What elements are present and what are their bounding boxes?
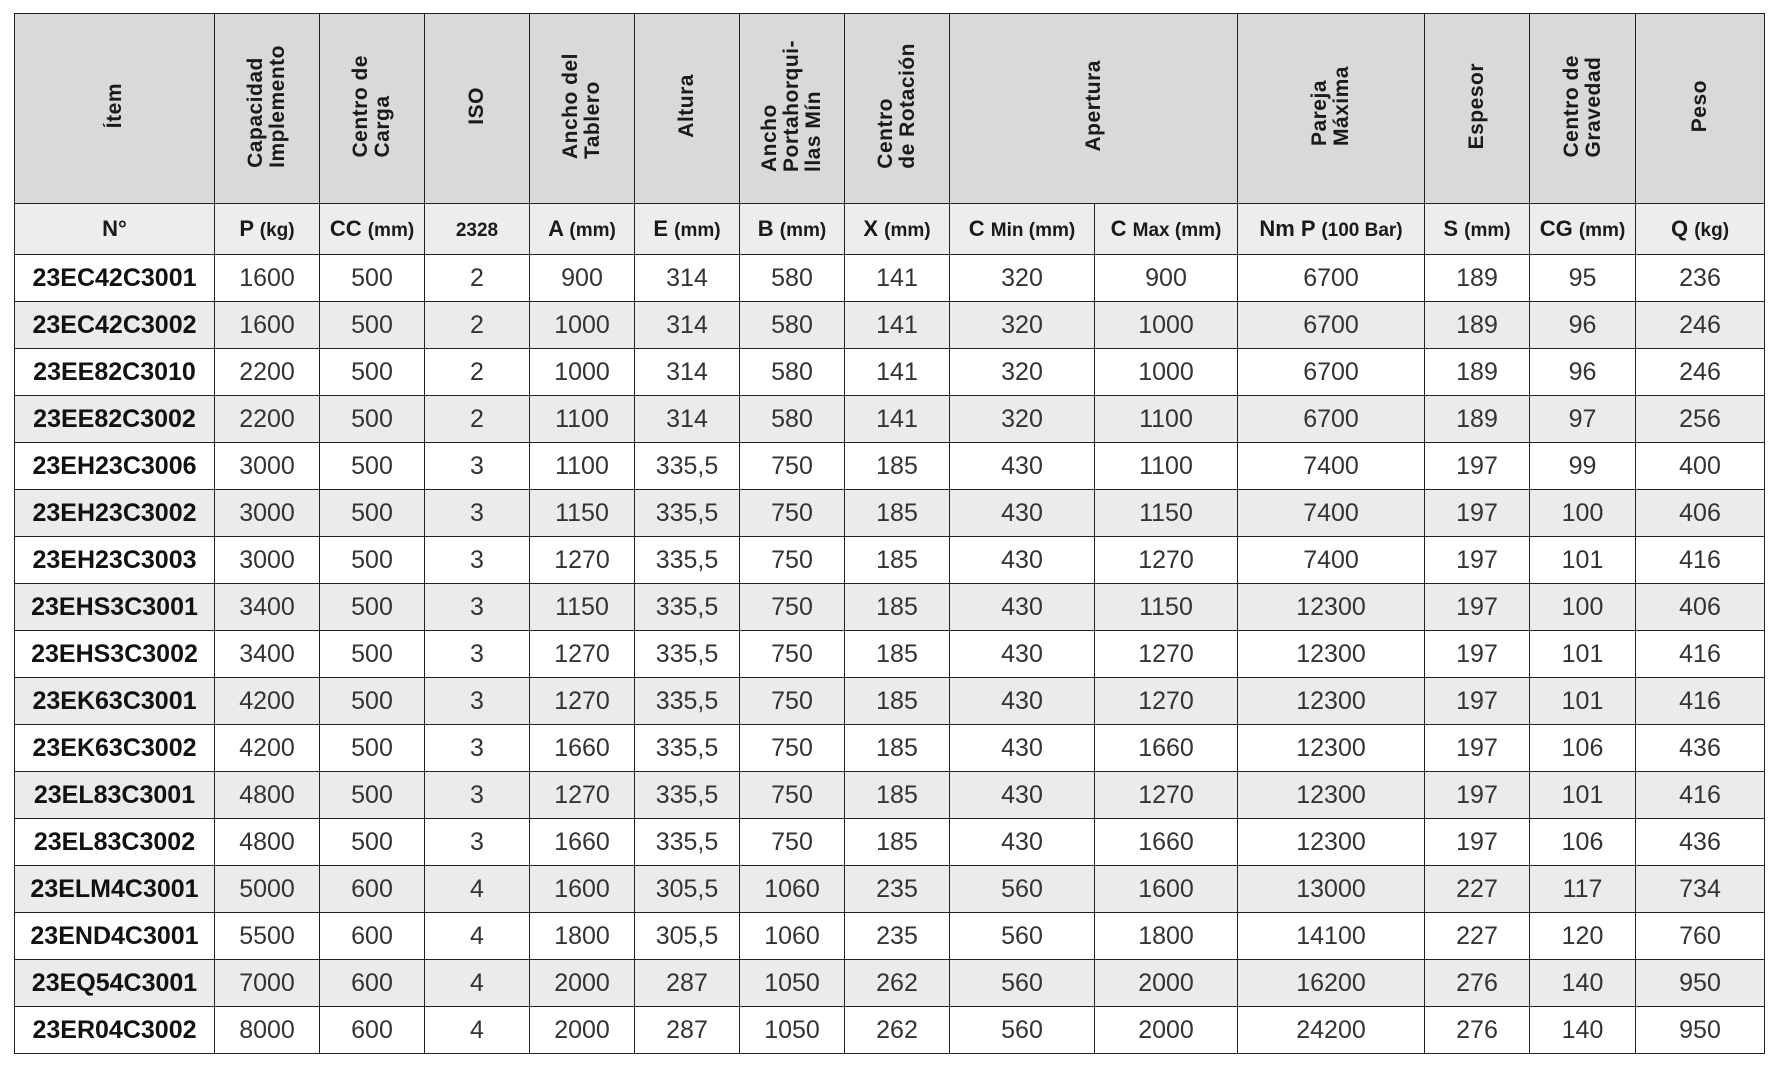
cell-plate-width: 1100 [530, 443, 635, 490]
cell-plate-width: 2000 [530, 1007, 635, 1054]
table-row [15, 584, 1765, 631]
cell-load-center: 600 [320, 960, 425, 1007]
cell-weight: 416 [1636, 537, 1765, 584]
cell-torque: 14100 [1238, 913, 1425, 960]
cell-gravity-center: 101 [1530, 772, 1636, 819]
cell-load-center: 500 [320, 819, 425, 866]
cell-height: 287 [635, 960, 740, 1007]
cell-thickness: 197 [1425, 819, 1530, 866]
cell-item: 23EHS3C3001 [15, 584, 215, 631]
unit-height: E (mm) [635, 204, 740, 255]
cell-height: 335,5 [635, 772, 740, 819]
table-row [15, 537, 1765, 584]
cell-thickness: 197 [1425, 631, 1530, 678]
cell-item: 23EH23C3002 [15, 490, 215, 537]
cell-height: 335,5 [635, 725, 740, 772]
cell-iso: 4 [425, 960, 530, 1007]
cell-weight: 406 [1636, 584, 1765, 631]
cell-plate-width: 1270 [530, 537, 635, 584]
cell-height: 287 [635, 1007, 740, 1054]
cell-torque: 24200 [1238, 1007, 1425, 1054]
cell-capacity: 5500 [215, 913, 320, 960]
cell-cmin: 430 [950, 725, 1095, 772]
cell-gravity-center: 101 [1530, 678, 1636, 725]
cell-carriage-width: 1060 [740, 913, 845, 960]
cell-capacity: 3000 [215, 443, 320, 490]
cell-rotation-center: 141 [845, 396, 950, 443]
cell-iso: 2 [425, 349, 530, 396]
cell-plate-width: 1000 [530, 349, 635, 396]
cell-thickness: 189 [1425, 302, 1530, 349]
col-header-thickness: Espesor [1425, 14, 1530, 204]
cell-capacity: 2200 [215, 349, 320, 396]
col-header-weight: Peso [1636, 14, 1765, 204]
cell-plate-width: 1270 [530, 631, 635, 678]
cell-weight: 416 [1636, 678, 1765, 725]
cell-cmax: 1270 [1095, 772, 1238, 819]
cell-gravity-center: 96 [1530, 349, 1636, 396]
cell-item: 23EH23C3006 [15, 443, 215, 490]
cell-thickness: 197 [1425, 678, 1530, 725]
cell-weight: 734 [1636, 866, 1765, 913]
unit-load-center: CC (mm) [320, 204, 425, 255]
cell-load-center: 500 [320, 537, 425, 584]
table-row [15, 725, 1765, 772]
cell-torque: 6700 [1238, 302, 1425, 349]
cell-iso: 2 [425, 255, 530, 302]
unit-carriage-width: B (mm) [740, 204, 845, 255]
cell-carriage-width: 750 [740, 819, 845, 866]
cell-cmin: 560 [950, 866, 1095, 913]
cell-plate-width: 1150 [530, 584, 635, 631]
cell-torque: 7400 [1238, 443, 1425, 490]
table-row [15, 819, 1765, 866]
cell-rotation-center: 185 [845, 725, 950, 772]
table-row [15, 1007, 1765, 1054]
cell-load-center: 500 [320, 678, 425, 725]
cell-item: 23ER04C3002 [15, 1007, 215, 1054]
cell-cmax: 2000 [1095, 960, 1238, 1007]
cell-load-center: 500 [320, 443, 425, 490]
cell-weight: 416 [1636, 772, 1765, 819]
cell-item: 23EE82C3010 [15, 349, 215, 396]
cell-item: 23EC42C3002 [15, 302, 215, 349]
cell-plate-width: 1000 [530, 302, 635, 349]
cell-thickness: 276 [1425, 960, 1530, 1007]
table-row [15, 396, 1765, 443]
cell-thickness: 189 [1425, 396, 1530, 443]
cell-cmin: 560 [950, 960, 1095, 1007]
table-row [15, 913, 1765, 960]
cell-rotation-center: 185 [845, 678, 950, 725]
cell-gravity-center: 96 [1530, 302, 1636, 349]
cell-item: 23EL83C3002 [15, 819, 215, 866]
cell-capacity: 1600 [215, 302, 320, 349]
cell-gravity-center: 99 [1530, 443, 1636, 490]
cell-load-center: 500 [320, 255, 425, 302]
cell-carriage-width: 1060 [740, 866, 845, 913]
table-row [15, 349, 1765, 396]
cell-capacity: 4200 [215, 678, 320, 725]
cell-rotation-center: 185 [845, 631, 950, 678]
cell-iso: 2 [425, 396, 530, 443]
cell-cmin: 560 [950, 1007, 1095, 1054]
cell-height: 305,5 [635, 913, 740, 960]
cell-thickness: 197 [1425, 772, 1530, 819]
cell-torque: 12300 [1238, 772, 1425, 819]
cell-weight: 256 [1636, 396, 1765, 443]
cell-height: 314 [635, 302, 740, 349]
cell-thickness: 197 [1425, 584, 1530, 631]
cell-torque: 7400 [1238, 490, 1425, 537]
unit-capacity: P (kg) [215, 204, 320, 255]
cell-iso: 3 [425, 490, 530, 537]
cell-cmin: 430 [950, 490, 1095, 537]
cell-cmin: 430 [950, 537, 1095, 584]
cell-load-center: 500 [320, 490, 425, 537]
cell-gravity-center: 100 [1530, 584, 1636, 631]
cell-weight: 416 [1636, 631, 1765, 678]
cell-torque: 6700 [1238, 396, 1425, 443]
col-header-height: Altura [635, 14, 740, 204]
cell-torque: 12300 [1238, 631, 1425, 678]
unit-plate-width: A (mm) [530, 204, 635, 255]
cell-rotation-center: 185 [845, 443, 950, 490]
cell-rotation-center: 185 [845, 584, 950, 631]
unit-rotation-center: X (mm) [845, 204, 950, 255]
cell-thickness: 227 [1425, 866, 1530, 913]
col-header-gravity-center: Centro de Gravedad [1530, 14, 1636, 204]
cell-cmin: 430 [950, 584, 1095, 631]
cell-rotation-center: 235 [845, 866, 950, 913]
cell-cmin: 430 [950, 678, 1095, 725]
cell-height: 314 [635, 349, 740, 396]
cell-plate-width: 2000 [530, 960, 635, 1007]
unit-cmax: C Max (mm) [1095, 204, 1238, 255]
cell-iso: 3 [425, 537, 530, 584]
cell-load-center: 600 [320, 1007, 425, 1054]
cell-thickness: 227 [1425, 913, 1530, 960]
cell-carriage-width: 750 [740, 725, 845, 772]
cell-cmin: 430 [950, 819, 1095, 866]
cell-cmin: 430 [950, 631, 1095, 678]
cell-cmax: 1150 [1095, 584, 1238, 631]
cell-carriage-width: 750 [740, 678, 845, 725]
cell-carriage-width: 580 [740, 349, 845, 396]
cell-plate-width: 1600 [530, 866, 635, 913]
cell-capacity: 7000 [215, 960, 320, 1007]
cell-load-center: 600 [320, 913, 425, 960]
cell-iso: 3 [425, 443, 530, 490]
table-row [15, 255, 1765, 302]
cell-item: 23END4C3001 [15, 913, 215, 960]
cell-rotation-center: 185 [845, 772, 950, 819]
cell-cmax: 1270 [1095, 631, 1238, 678]
table-row [15, 960, 1765, 1007]
col-header-iso: ISO [425, 14, 530, 204]
cell-plate-width: 900 [530, 255, 635, 302]
cell-weight: 246 [1636, 349, 1765, 396]
cell-capacity: 4800 [215, 819, 320, 866]
cell-cmin: 430 [950, 772, 1095, 819]
cell-plate-width: 1150 [530, 490, 635, 537]
cell-load-center: 500 [320, 349, 425, 396]
cell-gravity-center: 95 [1530, 255, 1636, 302]
cell-weight: 760 [1636, 913, 1765, 960]
cell-load-center: 500 [320, 302, 425, 349]
cell-carriage-width: 580 [740, 396, 845, 443]
cell-rotation-center: 185 [845, 819, 950, 866]
cell-load-center: 500 [320, 725, 425, 772]
spec-table [14, 13, 1765, 1054]
cell-carriage-width: 750 [740, 631, 845, 678]
cell-iso: 4 [425, 913, 530, 960]
cell-rotation-center: 141 [845, 255, 950, 302]
cell-cmax: 1660 [1095, 819, 1238, 866]
cell-carriage-width: 750 [740, 443, 845, 490]
col-header-capacity: Capacidad Implemento [215, 14, 320, 204]
cell-capacity: 5000 [215, 866, 320, 913]
cell-gravity-center: 106 [1530, 725, 1636, 772]
cell-thickness: 189 [1425, 349, 1530, 396]
cell-cmax: 1660 [1095, 725, 1238, 772]
table-body [15, 255, 1765, 1054]
cell-height: 314 [635, 255, 740, 302]
cell-cmax: 1100 [1095, 396, 1238, 443]
cell-weight: 406 [1636, 490, 1765, 537]
cell-gravity-center: 120 [1530, 913, 1636, 960]
cell-item: 23EK63C3001 [15, 678, 215, 725]
cell-cmax: 1150 [1095, 490, 1238, 537]
cell-gravity-center: 140 [1530, 1007, 1636, 1054]
cell-capacity: 2200 [215, 396, 320, 443]
unit-thickness: S (mm) [1425, 204, 1530, 255]
cell-rotation-center: 185 [845, 537, 950, 584]
cell-capacity: 8000 [215, 1007, 320, 1054]
cell-height: 305,5 [635, 866, 740, 913]
cell-gravity-center: 140 [1530, 960, 1636, 1007]
cell-rotation-center: 185 [845, 490, 950, 537]
cell-height: 335,5 [635, 678, 740, 725]
cell-iso: 2 [425, 302, 530, 349]
cell-load-center: 500 [320, 584, 425, 631]
table-row [15, 866, 1765, 913]
cell-weight: 236 [1636, 255, 1765, 302]
cell-carriage-width: 750 [740, 584, 845, 631]
cell-cmax: 1100 [1095, 443, 1238, 490]
cell-carriage-width: 1050 [740, 1007, 845, 1054]
cell-torque: 16200 [1238, 960, 1425, 1007]
table-row [15, 443, 1765, 490]
cell-height: 335,5 [635, 537, 740, 584]
cell-iso: 3 [425, 678, 530, 725]
cell-thickness: 189 [1425, 255, 1530, 302]
cell-capacity: 4200 [215, 725, 320, 772]
cell-torque: 6700 [1238, 255, 1425, 302]
cell-item: 23EL83C3001 [15, 772, 215, 819]
cell-carriage-width: 750 [740, 772, 845, 819]
cell-plate-width: 1800 [530, 913, 635, 960]
cell-capacity: 4800 [215, 772, 320, 819]
cell-weight: 436 [1636, 819, 1765, 866]
cell-cmax: 900 [1095, 255, 1238, 302]
table-row [15, 302, 1765, 349]
cell-weight: 950 [1636, 1007, 1765, 1054]
cell-capacity: 3400 [215, 631, 320, 678]
cell-gravity-center: 97 [1530, 396, 1636, 443]
cell-height: 314 [635, 396, 740, 443]
cell-torque: 12300 [1238, 584, 1425, 631]
cell-iso: 4 [425, 866, 530, 913]
cell-plate-width: 1100 [530, 396, 635, 443]
cell-height: 335,5 [635, 631, 740, 678]
cell-thickness: 276 [1425, 1007, 1530, 1054]
cell-load-center: 500 [320, 396, 425, 443]
col-header-carriage-width: Ancho Portahorqui- llas Mín [740, 14, 845, 204]
col-header-plate-width: Ancho del Tablero [530, 14, 635, 204]
cell-weight: 950 [1636, 960, 1765, 1007]
cell-capacity: 3400 [215, 584, 320, 631]
cell-rotation-center: 235 [845, 913, 950, 960]
cell-height: 335,5 [635, 584, 740, 631]
cell-rotation-center: 262 [845, 960, 950, 1007]
cell-load-center: 600 [320, 866, 425, 913]
cell-item: 23EHS3C3002 [15, 631, 215, 678]
cell-load-center: 500 [320, 772, 425, 819]
cell-cmax: 2000 [1095, 1007, 1238, 1054]
unit-item: N° [15, 204, 215, 255]
cell-thickness: 197 [1425, 443, 1530, 490]
col-header-rotation-center: Centro de Rotación [845, 14, 950, 204]
cell-gravity-center: 117 [1530, 866, 1636, 913]
unit-cmin: C Min (mm) [950, 204, 1095, 255]
cell-weight: 246 [1636, 302, 1765, 349]
cell-cmax: 1270 [1095, 678, 1238, 725]
cell-carriage-width: 750 [740, 490, 845, 537]
cell-cmax: 1000 [1095, 302, 1238, 349]
cell-cmin: 320 [950, 396, 1095, 443]
cell-iso: 3 [425, 772, 530, 819]
cell-weight: 400 [1636, 443, 1765, 490]
cell-cmin: 320 [950, 349, 1095, 396]
table-row [15, 631, 1765, 678]
cell-torque: 12300 [1238, 678, 1425, 725]
cell-weight: 436 [1636, 725, 1765, 772]
cell-height: 335,5 [635, 819, 740, 866]
cell-iso: 3 [425, 631, 530, 678]
table-row [15, 678, 1765, 725]
cell-load-center: 500 [320, 631, 425, 678]
cell-gravity-center: 106 [1530, 819, 1636, 866]
cell-height: 335,5 [635, 443, 740, 490]
unit-weight: Q (kg) [1636, 204, 1765, 255]
cell-iso: 3 [425, 584, 530, 631]
unit-torque: Nm P (100 Bar) [1238, 204, 1425, 255]
cell-iso: 3 [425, 725, 530, 772]
cell-rotation-center: 262 [845, 1007, 950, 1054]
unit-iso: 2328 [425, 204, 530, 255]
header-row [15, 14, 1765, 204]
cell-capacity: 3000 [215, 537, 320, 584]
cell-iso: 4 [425, 1007, 530, 1054]
cell-gravity-center: 101 [1530, 631, 1636, 678]
cell-carriage-width: 750 [740, 537, 845, 584]
cell-item: 23EE82C3002 [15, 396, 215, 443]
cell-item: 23EH23C3003 [15, 537, 215, 584]
cell-height: 335,5 [635, 490, 740, 537]
cell-gravity-center: 101 [1530, 537, 1636, 584]
cell-torque: 6700 [1238, 349, 1425, 396]
cell-thickness: 197 [1425, 490, 1530, 537]
cell-cmin: 430 [950, 443, 1095, 490]
cell-plate-width: 1270 [530, 772, 635, 819]
cell-thickness: 197 [1425, 725, 1530, 772]
cell-thickness: 197 [1425, 537, 1530, 584]
cell-item: 23EQ54C3001 [15, 960, 215, 1007]
cell-torque: 12300 [1238, 819, 1425, 866]
cell-cmax: 1270 [1095, 537, 1238, 584]
cell-cmax: 1800 [1095, 913, 1238, 960]
cell-plate-width: 1660 [530, 819, 635, 866]
cell-plate-width: 1270 [530, 678, 635, 725]
table-row [15, 772, 1765, 819]
cell-rotation-center: 141 [845, 302, 950, 349]
col-header-load-center: Centro de Carga [320, 14, 425, 204]
cell-cmax: 1000 [1095, 349, 1238, 396]
cell-carriage-width: 580 [740, 255, 845, 302]
cell-plate-width: 1660 [530, 725, 635, 772]
cell-cmin: 560 [950, 913, 1095, 960]
cell-item: 23ELM4C3001 [15, 866, 215, 913]
col-header-opening: Apertura [950, 14, 1238, 204]
cell-cmin: 320 [950, 255, 1095, 302]
cell-cmax: 1600 [1095, 866, 1238, 913]
unit-row [15, 204, 1765, 255]
table-row [15, 490, 1765, 537]
cell-carriage-width: 580 [740, 302, 845, 349]
cell-rotation-center: 141 [845, 349, 950, 396]
cell-item: 23EC42C3001 [15, 255, 215, 302]
col-header-item: Ítem [15, 14, 215, 204]
cell-cmin: 320 [950, 302, 1095, 349]
cell-gravity-center: 100 [1530, 490, 1636, 537]
cell-carriage-width: 1050 [740, 960, 845, 1007]
cell-item: 23EK63C3002 [15, 725, 215, 772]
col-header-torque: Pareja Máxima [1238, 14, 1425, 204]
cell-capacity: 1600 [215, 255, 320, 302]
cell-capacity: 3000 [215, 490, 320, 537]
cell-iso: 3 [425, 819, 530, 866]
cell-torque: 12300 [1238, 725, 1425, 772]
cell-torque: 13000 [1238, 866, 1425, 913]
cell-torque: 7400 [1238, 537, 1425, 584]
unit-gravity-center: CG (mm) [1530, 204, 1636, 255]
